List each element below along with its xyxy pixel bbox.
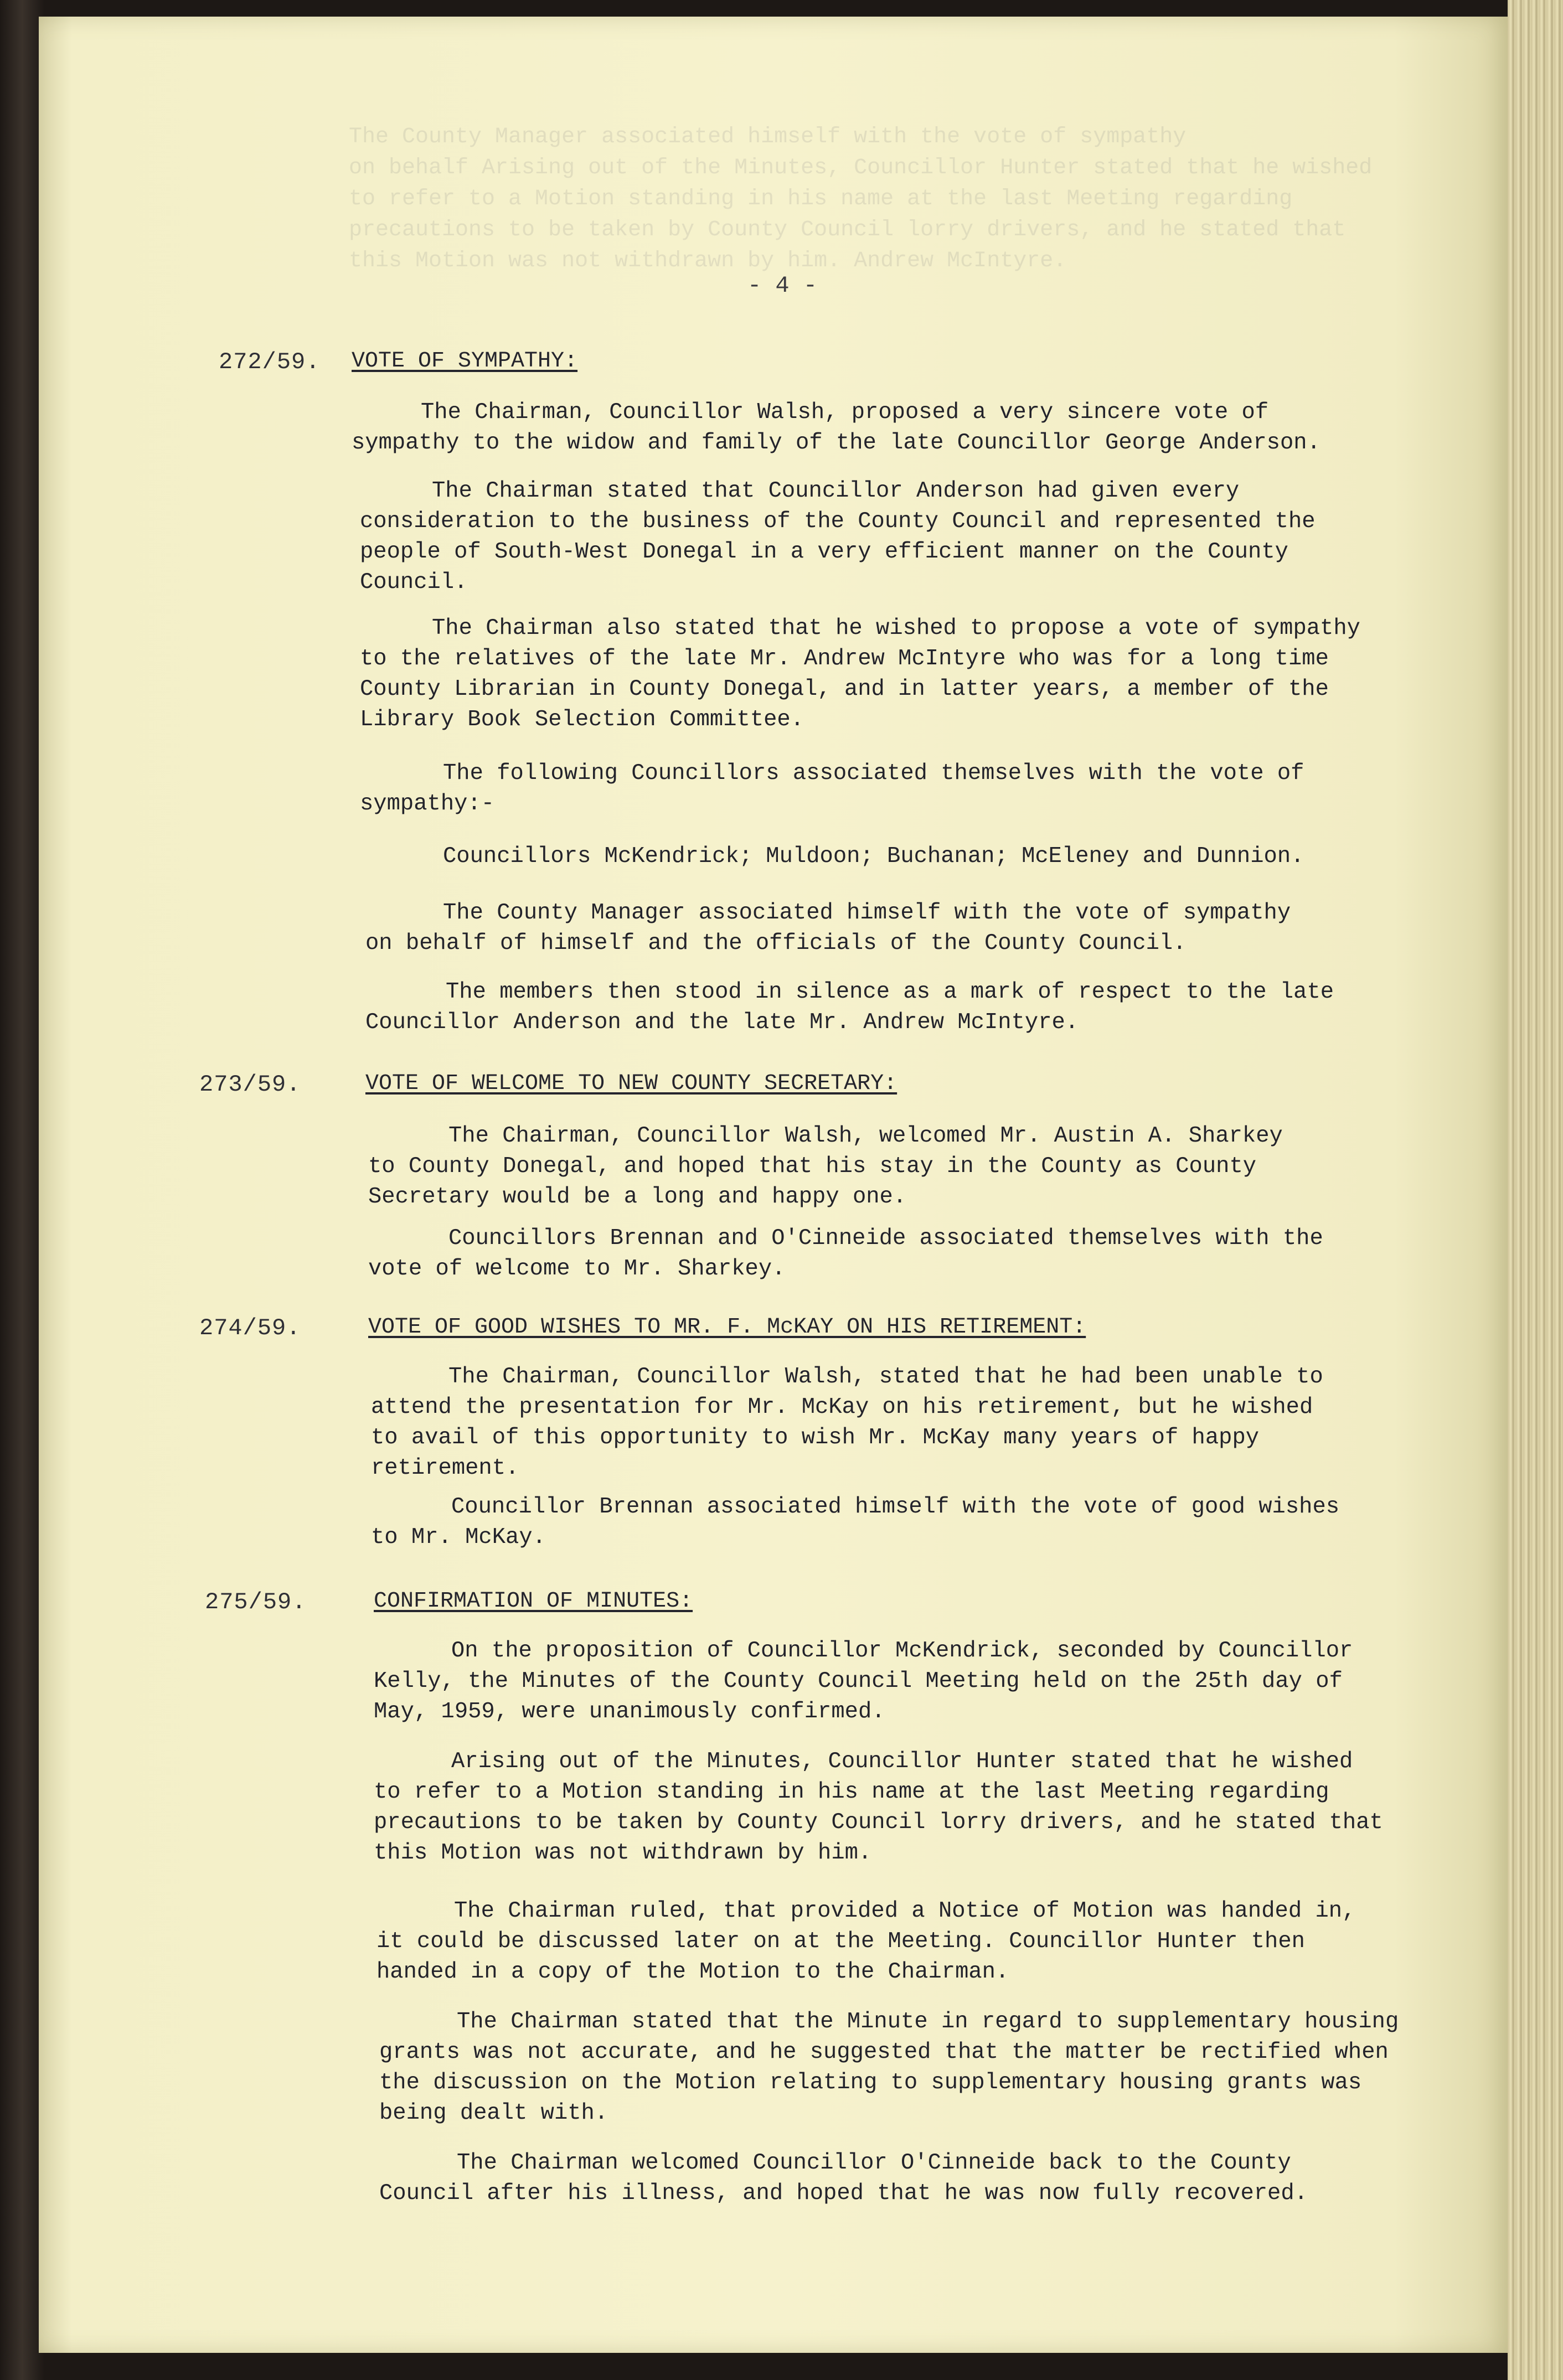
- minute-number: 275/59.: [205, 1589, 307, 1615]
- paragraph: The Chairman stated that the Minute in regard to supplementary housing grants was not accurate, and he suggested that the matter be rectified when the discussion on the Motion relating to supplementary housing grants was being dealt with.: [379, 2009, 1399, 2126]
- paragraph: Councillor Brennan associated himself with the vote of good wishes to Mr. McKay.: [371, 1494, 1340, 1550]
- section-heading: VOTE OF GOOD WISHES TO MR. F. McKAY ON HIS RETIREMENT:: [368, 1315, 1086, 1340]
- paragraph: The Chairman welcomed Councillor O'Cinneide back to the County Council after his illness, and hoped that he was now fully recovered.: [379, 2150, 1308, 2206]
- paragraph: The Chairman also stated that he wished to propose a vote of sympathy to the relatives of the late Mr. Andrew McIntyre who was for a long time County Librarian in County Donegal, and in latter years, a member of the Library Book Selection Committee.: [360, 616, 1360, 732]
- paragraph: The Chairman ruled, that provided a Notice of Motion was handed in, it could be discussed later on at the Meeting. Councillor Hunter then handed in a copy of the Motion to the Chairman.: [376, 1898, 1356, 1985]
- show-through-text: The County Manager associated himself with the vote of sympathy on behalf Arising out of the Minutes, Councillor Hunter stated that he wished to refer to a Motion standing in his name at the last Meeting regarding precautions to be taken by County Council lorry drivers, and he stated that this Motion was not withdrawn by him. Andrew McIntyre.: [349, 125, 1373, 273]
- paragraph: The following Councillors associated themselves with the vote of sympathy:-: [360, 761, 1304, 817]
- paragraph: Arising out of the Minutes, Councillor Hunter stated that he wished to refer to a Motion standing in his name at the last Meeting regarding precautions to be taken by County Council lorry drivers, and he stated that this Motion was not withdrawn by him.: [374, 1749, 1383, 1866]
- section-heading: CONFIRMATION OF MINUTES:: [374, 1589, 693, 1614]
- section-heading: VOTE OF SYMPATHY:: [352, 349, 578, 374]
- paragraph: Councillors McKendrick; Muldoon; Buchanan; McEleney and Dunnion.: [443, 844, 1304, 869]
- paragraph: On the proposition of Councillor McKendrick, seconded by Councillor Kelly, the Minutes of the County Council Meeting held on the 25th day of May, 1959, were unanimously confirmed.: [374, 1638, 1353, 1725]
- document-page: [39, 17, 1512, 2353]
- paragraph: Councillors Brennan and O'Cinneide associated themselves with the vote of welcome to Mr. Sharkey.: [368, 1226, 1323, 1282]
- minute-number: 273/59.: [199, 1071, 301, 1098]
- minute-number: 272/59.: [219, 349, 321, 375]
- page-edges: [1508, 0, 1563, 2380]
- paragraph: The Chairman, Councillor Walsh, stated that he had been unable to attend the presentation for Mr. McKay on his retirement, but he wished to avail of this opportunity to wish Mr. McKay many years of happy retirement.: [371, 1364, 1323, 1481]
- paragraph: The Chairman stated that Councillor Anderson had given every consideration to the business of the County Council and represented the people of South-West Donegal in a very efficient manner on the County Council.: [360, 478, 1316, 595]
- minute-number: 274/59.: [199, 1315, 301, 1341]
- section-heading: VOTE OF WELCOME TO NEW COUNTY SECRETARY:: [365, 1071, 897, 1096]
- paragraph: The Chairman, Councillor Walsh, welcomed Mr. Austin A. Sharkey to County Donegal, and hoped that his stay in the County as County Secretary would be a long and happy one.: [368, 1123, 1283, 1210]
- page-number: - 4 -: [747, 272, 818, 299]
- paragraph: The County Manager associated himself with the vote of sympathy on behalf of himself and the officials of the County Council.: [365, 900, 1291, 956]
- paragraph: The Chairman, Councillor Walsh, proposed a very sincere vote of sympathy to the widow and family of the late Councillor George Anderson.: [352, 400, 1320, 456]
- paragraph: The members then stood in silence as a mark of respect to the late Councillor Anderson and the late Mr. Andrew McIntyre.: [365, 979, 1334, 1035]
